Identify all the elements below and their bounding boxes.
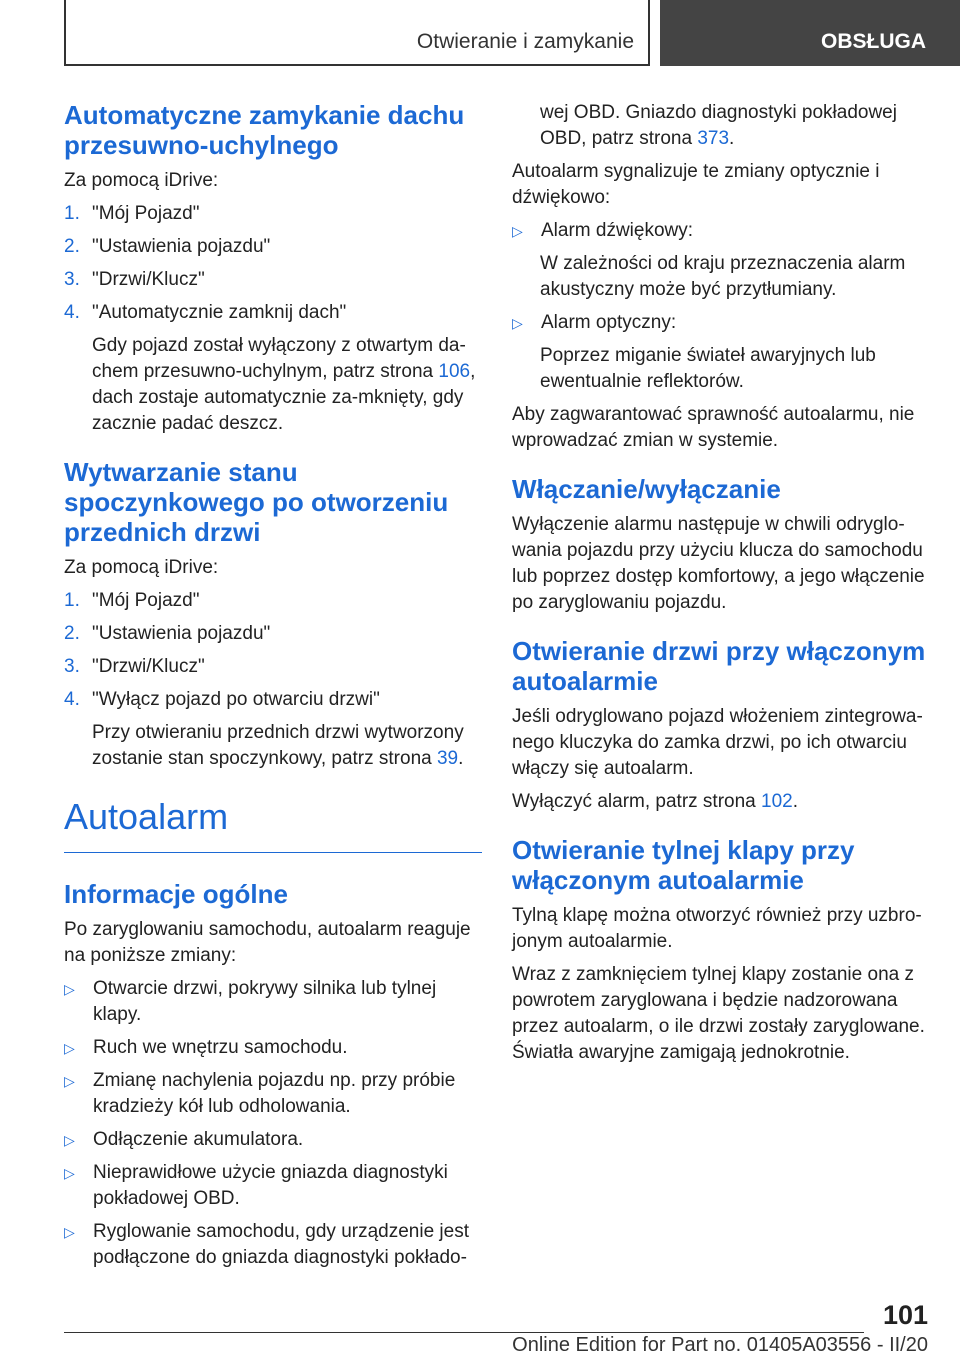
body-text: Jeśli odryglowano pojazd włożeniem zintegrowa-nego kluczyka do zamka drzwi, po ich otwarciu włączy się autoalarm.	[512, 706, 923, 779]
intro-text: Po zaryglowaniu samochodu, autoalarm reaguje na poniższe zmiany:	[64, 919, 471, 966]
signal-text: Autoalarm sygnalizuje te zmiany optycznie i dźwiękowo:	[512, 161, 880, 208]
triangle-bullet-icon: ▷	[64, 1132, 75, 1148]
triangle-bullet-icon: ▷	[64, 1165, 75, 1181]
heading-auto-close-roof: Automatyczne zamykanie dachu przesuwno-uchylnego	[64, 100, 465, 160]
heading-rest-state: Wytwarzanie stanu spoczynkowego po otworzeniu przednich drzwi	[64, 457, 449, 547]
step-item: 3. "Drzwi/Klucz"	[64, 656, 205, 677]
list-item: ▷ Odłączenie akumulatora.	[64, 1127, 482, 1153]
step-item: 3. "Drzwi/Klucz"	[64, 269, 205, 290]
list-item: ▷ Ryglowanie samochodu, gdy urządzenie jest podłączone do gniazda diagnostyki pokłado-	[64, 1219, 482, 1271]
warning-text: Aby zagwarantować sprawność autoalarmu, nie wprowadzać zmian w systemie.	[512, 404, 915, 451]
alarm-description: Poprzez miganie świateł awaryjnych lub ewentualnie reflektorów.	[540, 345, 876, 392]
chapter-heading-autoalarm: Autoalarm	[64, 796, 482, 853]
list-item: ▷ Ruch we wnętrzu samochodu.	[64, 1035, 482, 1061]
step-note: Gdy pojazd został wyłączony z otwartym da-chem przesuwno-uchylnym, patrz strona 106, dach zostaje automatycznie za-mknięty, gdy zacznie padać deszcz.	[92, 335, 476, 434]
step-item: 4. "Automatycznie zamknij dach"	[64, 302, 347, 323]
heading-general-info: Informacje ogólne	[64, 879, 288, 909]
section-tab: OBSŁUGA	[660, 0, 960, 66]
chapter-title: Otwieranie i zamykanie	[416, 30, 634, 53]
right-column	[512, 100, 932, 1073]
idrive-intro: Za pomocą iDrive:	[64, 170, 219, 191]
step-item: 4. "Wyłącz pojazd po otwarciu drzwi"	[64, 689, 380, 710]
heading-open-doors: Otwieranie drzwi przy włączonym autoalarmie	[512, 636, 926, 696]
triangle-bullet-icon: ▷	[64, 981, 75, 997]
heading-open-tailgate: Otwieranie tylnej klapy przy włączonym autoalarmie	[512, 835, 855, 895]
list-item: ▷ Alarm optyczny:	[512, 310, 932, 336]
footer-divider	[64, 1332, 864, 1333]
body-text: Wyłączenie alarmu następuje w chwili odryglo-wania pojazdu przy użyciu klucza do samochodu lub poprzez dostęp komfortowy, a jego włączenie po zaryglowaniu pojazdu.	[512, 514, 925, 613]
edition-text: Online Edition for Part no. 01405A03556 - II/20	[512, 1334, 928, 1356]
page-number: 101	[882, 1300, 928, 1330]
body-text: Wraz z zamknięciem tylnej klapy zostanie ona z powrotem zaryglowana i będzie nadzorowana przez autoalarm, o ile drzwi zostały zaryglowane. Światła awaryjne zamigają jednokrotnie.	[512, 964, 925, 1063]
list-continuation: wej OBD. Gniazdo diagnostyki pokładowej OBD, patrz strona 373.	[540, 102, 897, 149]
list-item: ▷ Alarm dźwiękowy:	[512, 218, 932, 244]
body-text: Wyłączyć alarm, patrz strona 102.	[512, 791, 798, 812]
left-column	[64, 100, 482, 1278]
page-link[interactable]: 39	[436, 748, 459, 769]
list-item: ▷ Otwarcie drzwi, pokrywy silnika lub tylnej klapy.	[64, 976, 482, 1028]
step-item: 1. "Mój Pojazd"	[64, 203, 200, 224]
page-link[interactable]: 373	[697, 128, 730, 149]
triangle-bullet-icon: ▷	[512, 223, 523, 239]
list-item: ▷ Zmianę nachylenia pojazdu np. przy próbie kradzieży kół lub odholowania.	[64, 1068, 482, 1120]
step-item: 2. "Ustawienia pojazdu"	[64, 623, 271, 644]
page-link[interactable]: 102	[761, 791, 793, 812]
idrive-intro: Za pomocą iDrive:	[64, 557, 219, 578]
heading-on-off: Włączanie/wyłączanie	[512, 474, 781, 504]
step-item: 1. "Mój Pojazd"	[64, 590, 200, 611]
triangle-bullet-icon: ▷	[64, 1040, 75, 1056]
step-note: Przy otwieraniu przednich drzwi wytworzony zostanie stan spoczynkowy, patrz strona 39.	[92, 722, 464, 769]
alarm-description: W zależności od kraju przeznaczenia alarm akustyczny może być przytłumiany.	[540, 253, 906, 300]
triangle-bullet-icon: ▷	[512, 315, 523, 331]
body-text: Tylną klapę można otworzyć również przy uzbro-jonym autoalarmie.	[512, 905, 922, 952]
triangle-bullet-icon: ▷	[64, 1224, 75, 1240]
step-item: 2. "Ustawienia pojazdu"	[64, 236, 271, 257]
triangle-bullet-icon: ▷	[64, 1073, 75, 1089]
page-link[interactable]: 106	[438, 361, 471, 382]
page-header	[0, 0, 960, 66]
header-frame	[64, 0, 650, 66]
list-item: ▷ Nieprawidłowe użycie gniazda diagnostyki pokładowej OBD.	[64, 1160, 482, 1212]
